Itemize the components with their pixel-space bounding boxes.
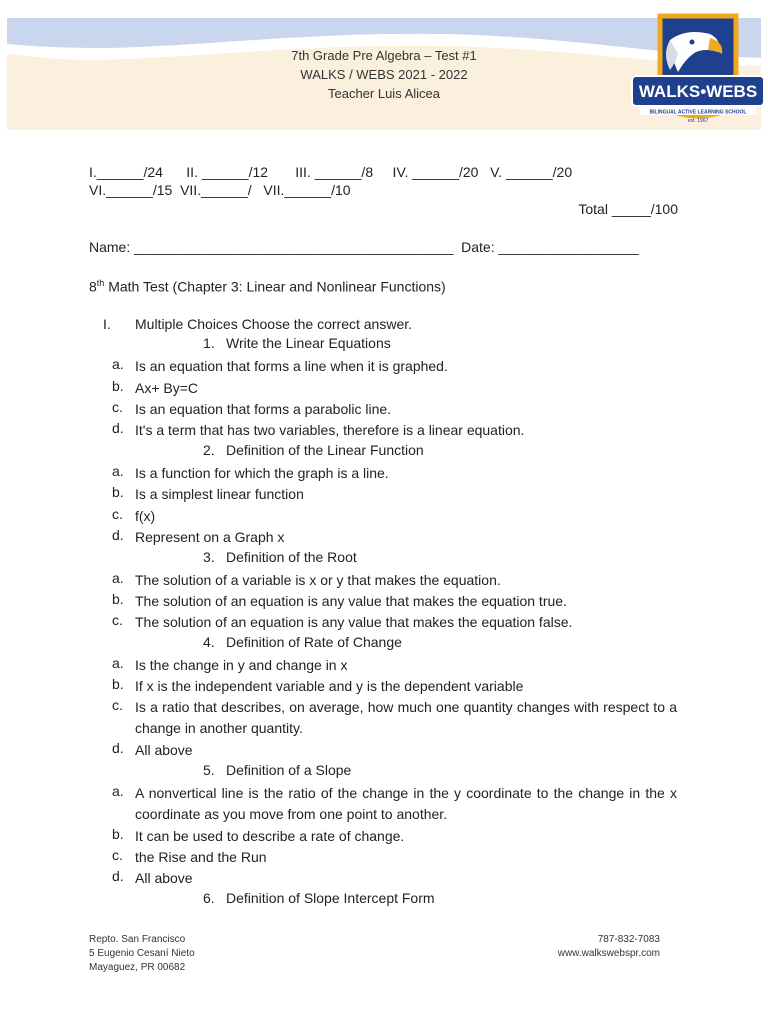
header-teacher: Teacher Luis Alicea [327,86,440,101]
question-text: Definition of the Root [226,549,357,565]
option-letter: c. [112,612,123,628]
footer-website[interactable]: www.walkswebspr.com [557,948,660,959]
option-text: All above [135,742,193,758]
section-number: I. [103,316,111,332]
option-text: If x is the independent variable and y is the dependent variable [135,678,524,694]
option-text: It can be used to describe a rate of change. [135,828,405,844]
option-text: Is an equation that forms a parabolic line. [135,401,392,417]
logo-wordmark: WALKS•WEBS [638,82,758,101]
option-text: The solution of a variable is x or y that makes the equation. [135,572,501,588]
test-subject [89,278,446,295]
score-row-1: I.______/24 II. ______/12 III. ______/8 IV. ______/20 V. ______/20 [89,164,573,180]
option-letter: d. [112,868,124,884]
option-letter: a. [112,356,124,372]
option-letter: c. [112,847,123,863]
question-number: 3. [203,549,215,565]
subject-grade: 8 [89,278,97,295]
option-letter: b. [112,676,124,692]
footer-contact [558,933,660,961]
option-letter: a. [112,463,124,479]
question-text: Definition of Slope Intercept Form [226,890,435,906]
footer-address [89,933,195,975]
section-text: Multiple Choices Choose the correct answer. [135,316,413,332]
option-text: Is an equation that forms a line when it is graphed. [135,358,448,374]
option-letter: c. [112,506,123,522]
option-text: Is the change in y and change in x [135,657,348,673]
footer-address-line: 5 Eugenio Cesaní Nieto [89,948,195,959]
option-text: Is a function for which the graph is a line. [135,465,389,481]
option-text: f(x) [135,508,156,524]
question-text: Definition of the Linear Function [226,442,424,458]
option-text: It's a term that has two variables, therefore is a linear equation. [135,422,525,438]
school-logo [626,10,766,130]
option-text: Is a ratio that describes, on average, how much one quantity changes with respect to a change in another quantity. [135,699,677,736]
option-text: the Rise and the Run [135,849,267,865]
option-letter: b. [112,826,124,842]
footer-address-line: Repto. San Francisco [89,934,186,945]
option-text: All above [135,870,193,886]
option-letter: c. [112,697,123,713]
option-text: Represent on a Graph x [135,529,285,545]
question-number: 1. [203,335,215,351]
option-letter: a. [112,783,124,799]
option-letter: d. [112,420,124,436]
question-number: 6. [203,890,215,906]
option-letter: a. [112,655,124,671]
question-text: Definition of Rate of Change [226,634,402,650]
subject-grade-suffix: th [96,278,105,288]
option-letter: c. [112,399,123,415]
option-letter: a. [112,570,124,586]
option-text: The solution of an equation is any value that makes the equation false. [135,614,573,630]
logo-est: est. 1967 [687,118,709,124]
score-table [89,163,679,199]
header-title: 7th Grade Pre Algebra – Test #1 [291,48,477,63]
option-letter: d. [112,527,124,543]
footer-phone: 787-832-7083 [597,934,660,945]
score-row-2: VI.______/15 VII.______/ VII.______/10 [89,182,351,198]
option-text: The solution of an equation is any value that makes the equation true. [135,593,567,609]
option-letter: b. [112,484,124,500]
option-letter: b. [112,378,124,394]
option-text: Ax+ By=C [135,380,199,396]
question-text: Definition of a Slope [226,762,352,778]
question-number: 2. [203,442,215,458]
question-text: Write the Linear Equations [226,335,391,351]
name-date-line: Name: _________________________________________ Date: __________________ [89,239,639,255]
option-letter: d. [112,740,124,756]
question-number: 5. [203,762,215,778]
logo-tagline: BILINGUAL ACTIVE LEARNING SCHOOL [649,109,747,116]
question-number: 4. [203,634,215,650]
option-letter: b. [112,591,124,607]
footer-address-line: Mayaguez, PR 00682 [89,962,186,973]
option-text: Is a simplest linear function [135,486,304,502]
header-school-year: WALKS / WEBS 2021 - 2022 [300,67,468,82]
option-text: A nonvertical line is the ratio of the change in the y coordinate to the change in the x coordinate as you move from one point to another. [135,785,677,822]
subject-title: Math Test (Chapter 3: Linear and Nonlinear Functions) [104,278,446,295]
total-score: Total _____/100 [578,201,678,217]
